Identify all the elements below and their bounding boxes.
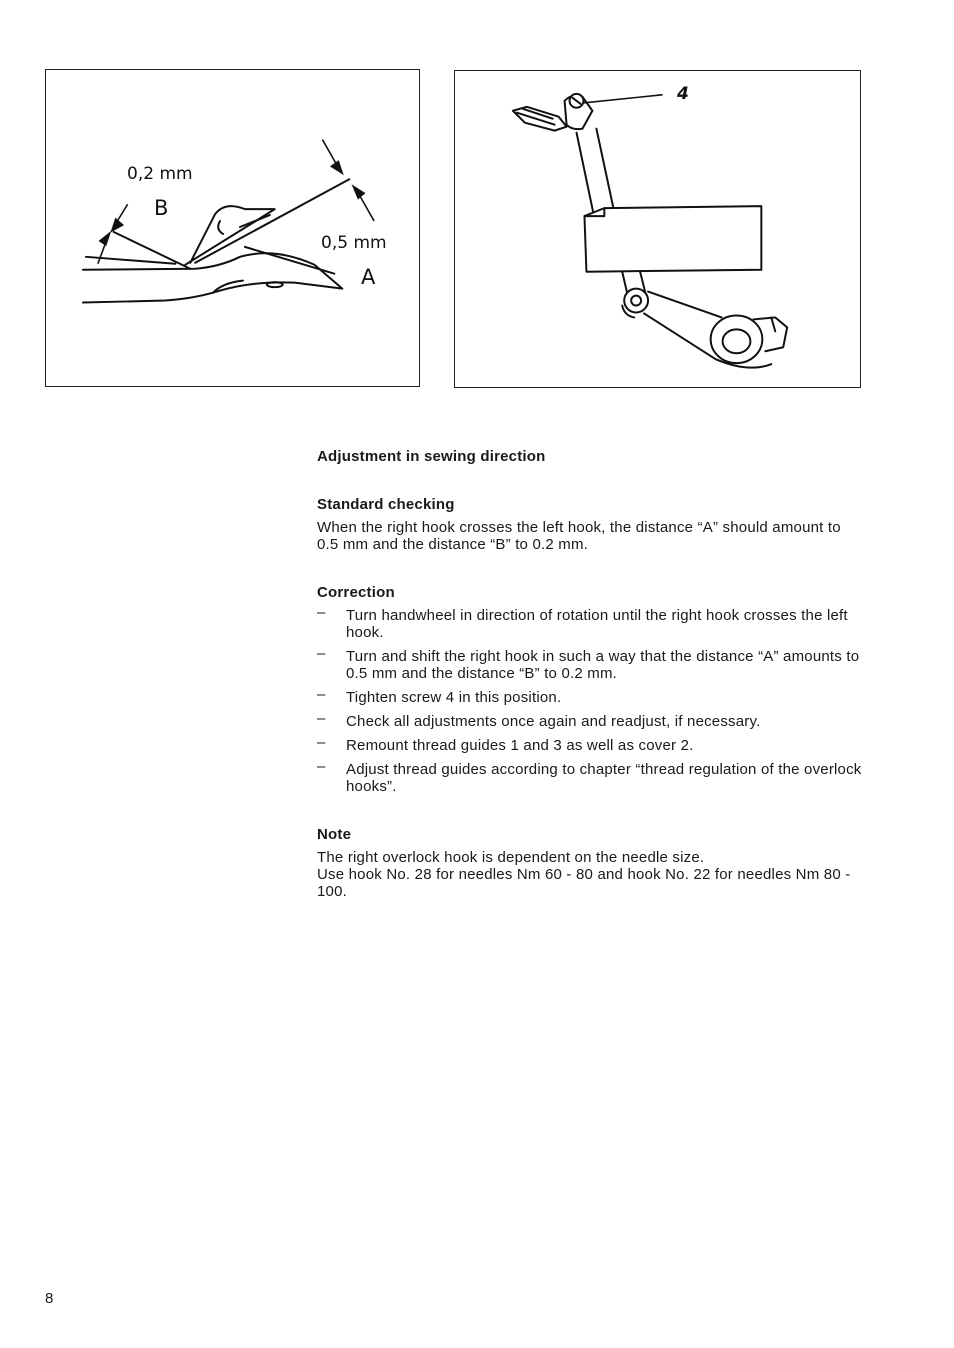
step-text: Adjust thread guides according to chapter “thread regulation of the overlock hooks”. [346,761,862,795]
bullet-dash: – [317,686,326,703]
bullet-dash: – [317,604,326,621]
hook-crossing-drawing [46,70,419,386]
note-text-line-2: Use hook No. 28 for needles Nm 60 - 80 and hook No. 22 for needles Nm 80 - 100. [317,866,851,900]
bullet-dash: – [317,734,326,751]
bullet-dash: – [317,645,326,662]
list-item [317,758,862,795]
hook-holder-drawing [455,71,860,387]
dimension-b-label: 0,2 mm [127,164,193,184]
hook-crossing-figure [45,69,420,387]
step-text: Remount thread guides 1 and 3 as well as cover 2. [346,737,694,754]
hook-holder-figure [454,70,861,388]
point-a-label: A [361,265,376,289]
screw-4-label: 4 [677,84,689,104]
dimension-a-label: 0,5 mm [321,233,387,253]
list-item [317,645,862,682]
list-item [317,710,862,730]
step-text: Check all adjustments once again and readjust, if necessary. [346,713,761,730]
correction-steps-list [317,604,862,795]
bullet-dash: – [317,710,326,727]
step-text: Tighten screw 4 in this position. [346,689,562,706]
note-heading: Note [317,826,352,843]
list-item [317,604,862,641]
note-text-line-1: The right overlock hook is dependent on the needle size. [317,849,705,866]
standard-checking-heading: Standard checking [317,496,455,513]
section-title: Adjustment in sewing direction [317,448,546,465]
point-b-label: B [154,196,169,220]
bullet-dash: – [317,758,326,775]
list-item [317,734,862,754]
standard-checking-text: When the right hook crosses the left hook, the distance “A” should amount to 0.5 mm and the distance “B” to 0.2 mm. [317,519,841,553]
step-text: Turn handwheel in direction of rotation until the right hook crosses the left hook. [346,607,848,641]
page-number: 8 [45,1290,54,1307]
list-item [317,686,862,706]
instructions-section [317,448,862,900]
correction-heading: Correction [317,584,395,601]
step-text: Turn and shift the right hook in such a way that the distance “A” amounts to 0.5 mm and the distance “B” to 0.2 mm. [346,648,860,682]
